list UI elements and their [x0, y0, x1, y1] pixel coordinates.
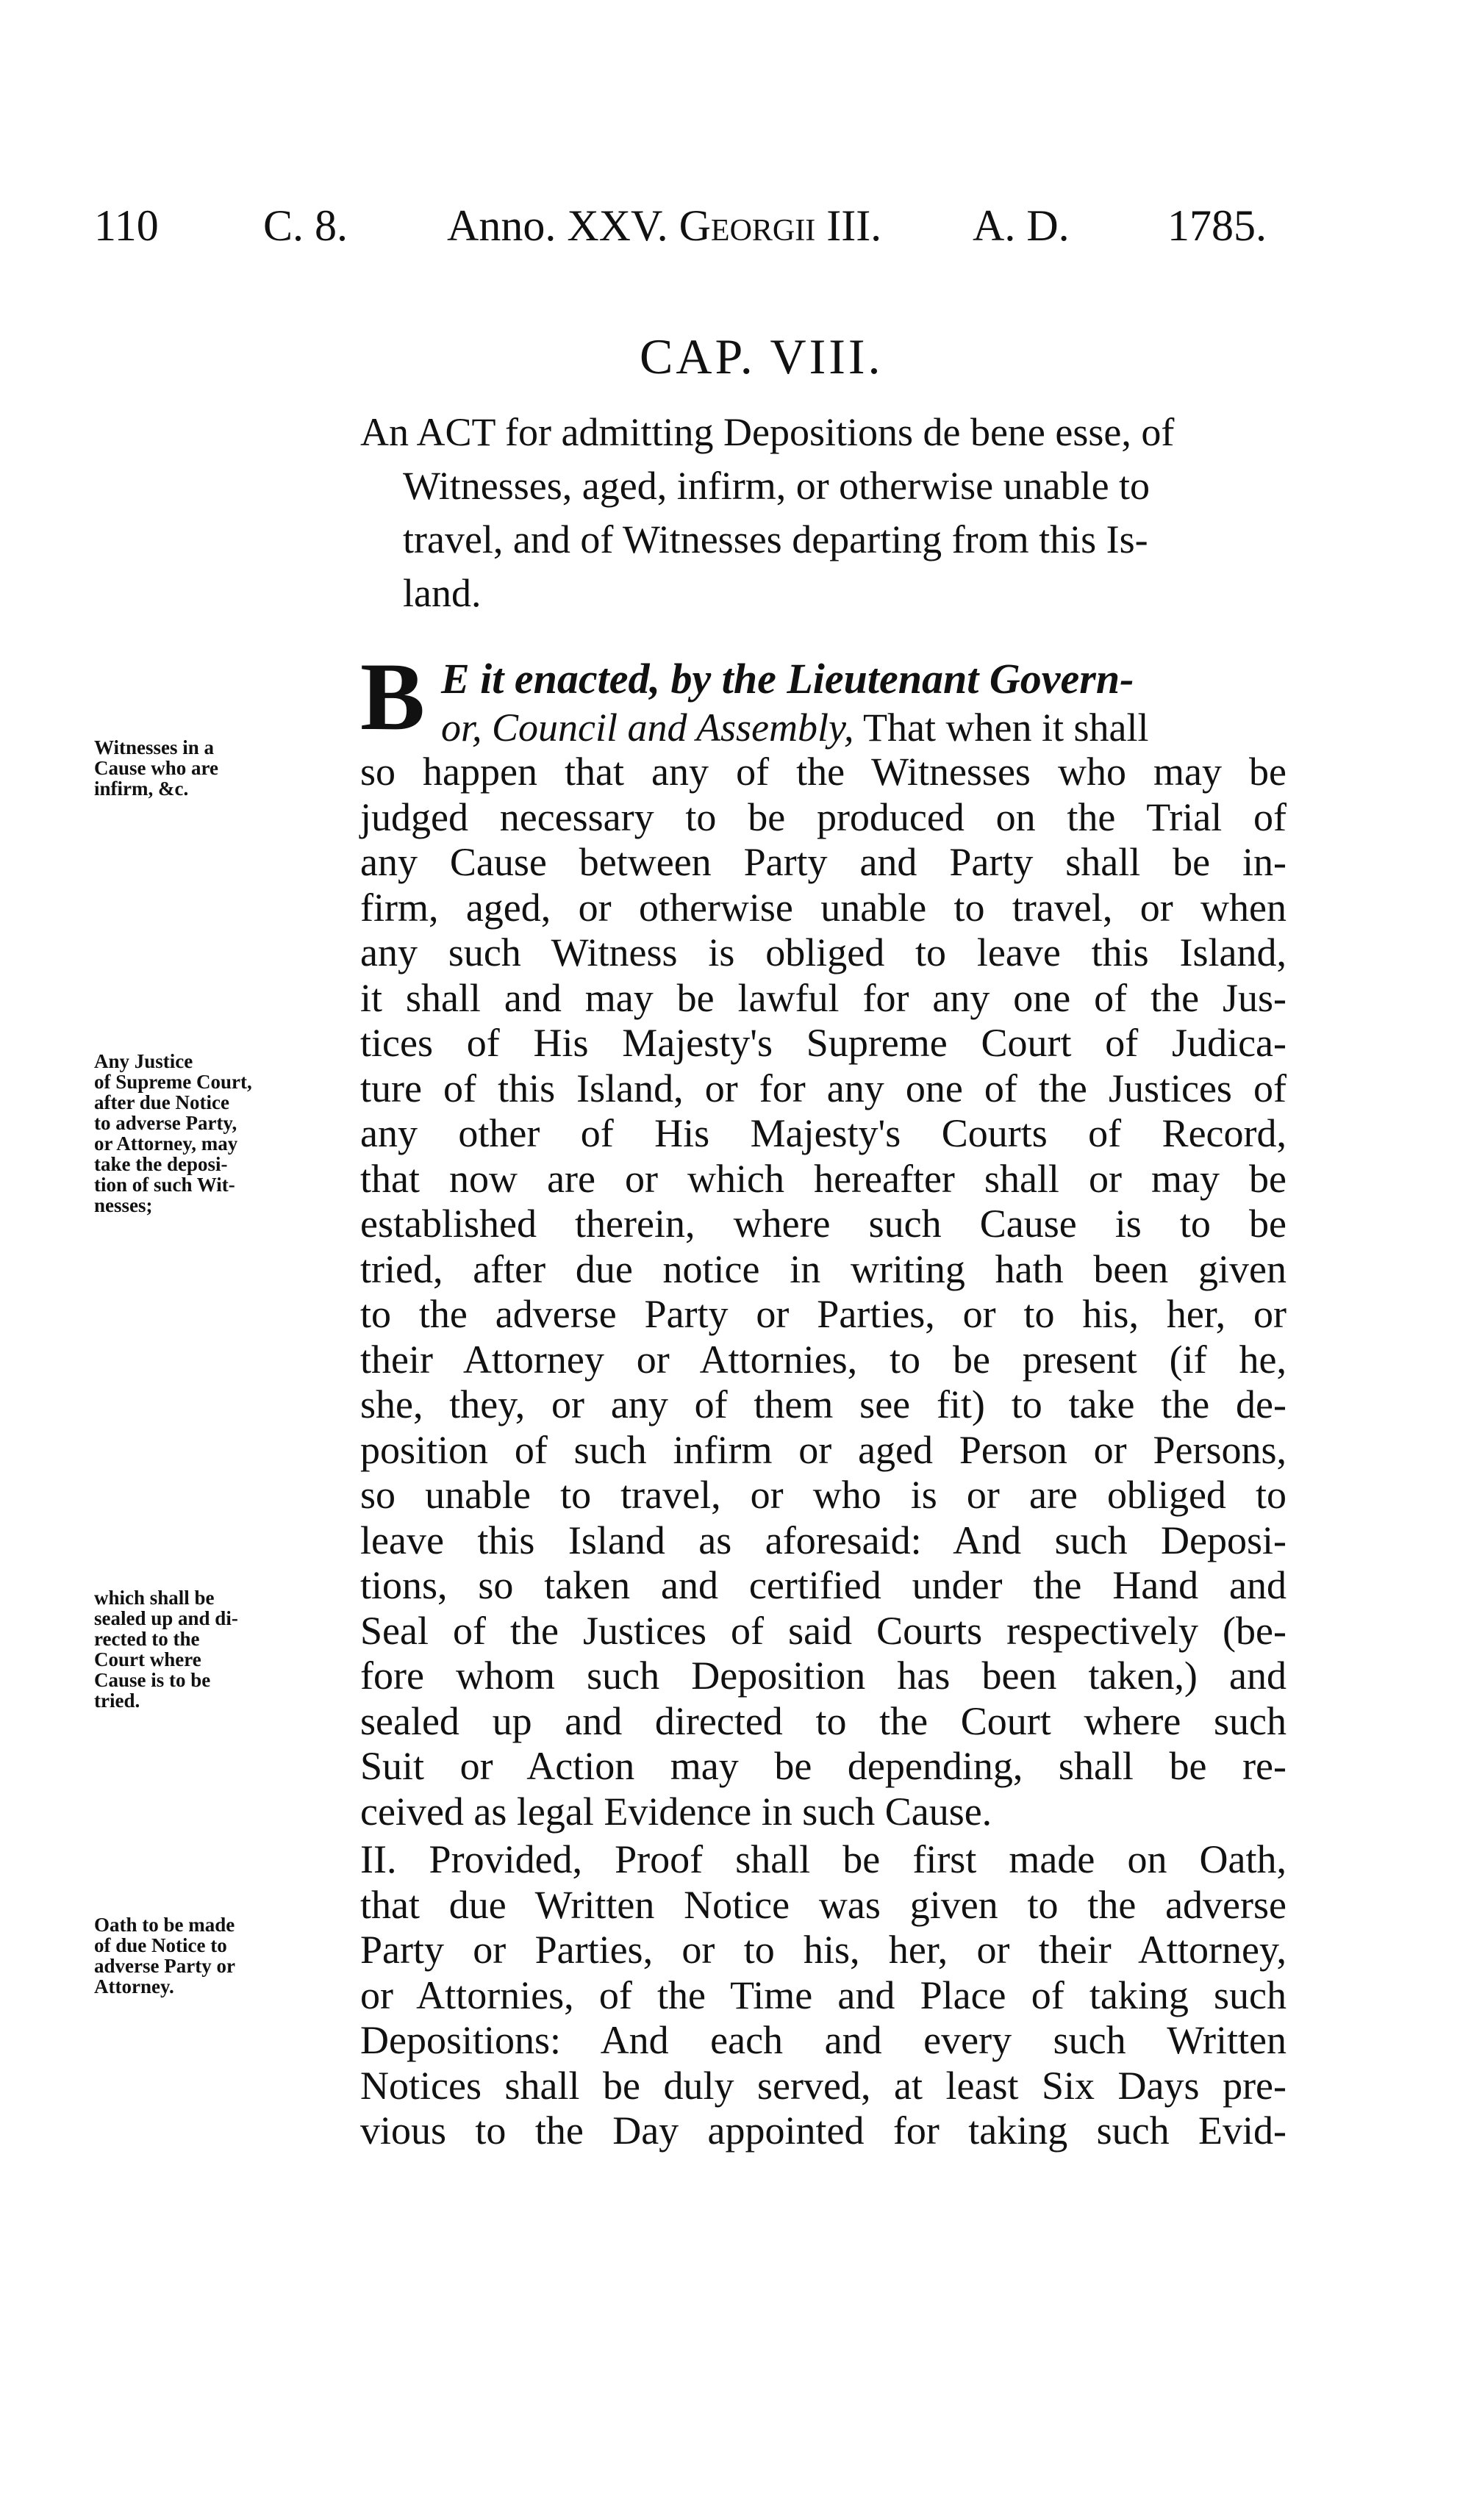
paragraph-2: [360, 1837, 1287, 2154]
margin-note-any-justice: [94, 1051, 359, 1216]
enacting-clause-line2: [441, 704, 1273, 751]
anno-suffix: III.: [826, 201, 882, 250]
paragraph-1-line: she, they, or any of them see fit) to take the de-: [360, 1382, 1287, 1426]
margin-note-line: Any Justice: [94, 1050, 193, 1072]
paragraph-1-line: that now are or which hereafter shall or may be: [360, 1156, 1287, 1201]
anno-domini: A. D.: [973, 201, 1070, 250]
paragraph-1-line: position of such infirm or aged Person or Persons,: [360, 1427, 1287, 1472]
paragraph-1-line: it shall and may be lawful for any one of the Jus-: [360, 975, 1287, 1020]
margin-note-sealed-up: [94, 1587, 359, 1711]
margin-note-line: tion of such Wit-: [94, 1174, 235, 1196]
year: 1785.: [1167, 201, 1267, 250]
paragraph-2-line: Party or Parties, or to his, her, or their Attorney,: [360, 1928, 1287, 1972]
running-head: [94, 200, 1278, 251]
paragraph-1-line: any Cause between Party and Party shall be in-: [360, 840, 1287, 884]
act-title-line: Witnesses, aged, infirm, or otherwise unable to: [403, 464, 1151, 508]
act-title: [360, 406, 1301, 620]
paragraph-1-line: Suit or Action may be depending, shall be re-: [360, 1744, 1287, 1788]
paragraph-1-line: so happen that any of the Witnesses who may be: [360, 750, 1287, 794]
anno-king: Georgii: [679, 201, 816, 250]
margin-note-line: sealed up and di-: [94, 1607, 238, 1629]
paragraph-2-line: Depositions: And each and every such Written: [360, 2018, 1287, 2062]
anno-prefix: Anno. XXV.: [447, 201, 668, 250]
margin-note-line: Attorney.: [94, 1975, 174, 1997]
paragraph-1-line: fore whom such Deposition has been taken,) and: [360, 1654, 1287, 1698]
drop-cap: B: [360, 642, 426, 750]
margin-note-line: of Supreme Court,: [94, 1071, 252, 1093]
margin-note-line: Oath to be made: [94, 1914, 235, 1936]
paragraph-1-line: Seal of the Justices of said Courts respectively (be-: [360, 1608, 1287, 1653]
margin-note-line: to adverse Party,: [94, 1112, 237, 1134]
margin-note-line: adverse Party or: [94, 1955, 235, 1977]
margin-note-line: after due Notice: [94, 1091, 229, 1113]
paragraph-2-line: Notices shall be duly served, at least Six Days pre-: [360, 2063, 1287, 2108]
paragraph-2-line: II. Provided, Proof shall be first made on Oath,: [360, 1837, 1287, 1881]
paragraph-2-line: that due Written Notice was given to the adverse: [360, 1882, 1287, 1927]
margin-note-line: tried.: [94, 1690, 140, 1712]
margin-note-line: Cause who are: [94, 757, 219, 779]
paragraph-1-line: sealed up and directed to the Court where such: [360, 1698, 1287, 1743]
paragraph-1-line: tried, after due notice in writing hath been given: [360, 1246, 1287, 1291]
margin-note-oath: [94, 1914, 359, 1997]
enacting-clause-rest: That when it shall: [863, 706, 1149, 750]
margin-note-line: Cause is to be: [94, 1669, 211, 1691]
paragraph-1-line: any such Witness is obliged to leave this Island,: [360, 930, 1287, 974]
margin-note-line: Witnesses in a: [94, 736, 215, 758]
margin-note-line: which shall be: [94, 1587, 215, 1609]
margin-note-line: take the deposi-: [94, 1153, 228, 1175]
paragraph-2-line: vious to the Day appointed for taking such Evid-: [360, 2108, 1287, 2153]
paragraph-1-line: their Attorney or Attornies, to be present (if he,: [360, 1337, 1287, 1382]
act-title-line: travel, and of Witnesses departing from this Is-: [403, 517, 1148, 561]
margin-note-line: Court where: [94, 1648, 201, 1670]
paragraph-1-line: to the adverse Party or Parties, or to his, her, or: [360, 1292, 1287, 1336]
margin-note-line: infirm, &c.: [94, 778, 189, 800]
act-title-line: An ACT for admitting Depositions de bene esse, of: [360, 410, 1175, 454]
paragraph-1-line: firm, aged, or otherwise unable to travel, or when: [360, 885, 1287, 930]
margin-note-line: nesses;: [94, 1194, 153, 1216]
paragraph-1-line: tions, so taken and certified under the Hand and: [360, 1563, 1287, 1607]
enacting-clause-italic: or, Council and Assembly,: [441, 706, 854, 750]
page-number: 110: [94, 201, 159, 250]
chapter-number: C. 8.: [263, 201, 348, 250]
regnal-year: [447, 200, 881, 251]
paragraph-2-line: or Attornies, of the Time and Place of taking such: [360, 1972, 1287, 2017]
enacting-clause-line1: E it enacted, by the Lieutenant Govern-: [441, 655, 1134, 703]
margin-note-infirm-witnesses: [94, 737, 359, 799]
paragraph-1-line: tices of His Majesty's Supreme Court of Judica-: [360, 1021, 1287, 1065]
paragraph-1-line: judged necessary to be produced on the Trial of: [360, 794, 1287, 839]
paragraph-1-line: ceived as legal Evidence in such Cause.: [360, 1789, 992, 1834]
margin-note-line: of due Notice to: [94, 1934, 227, 1956]
paragraph-1-line: established therein, where such Cause is to be: [360, 1202, 1287, 1246]
margin-note-line: rected to the: [94, 1628, 200, 1650]
act-title-line: land.: [403, 571, 482, 615]
paragraph-1-line: so unable to travel, or who is or are obliged to: [360, 1473, 1287, 1517]
margin-note-line: or Attorney, may: [94, 1132, 238, 1155]
paragraph-1-line: any other of His Majesty's Courts of Record,: [360, 1111, 1287, 1155]
paragraph-1: [360, 750, 1287, 1834]
paragraph-1-line: leave this Island as aforesaid: And such Deposi-: [360, 1518, 1287, 1562]
chapter-title: CAP. VIII.: [640, 329, 884, 384]
paragraph-1-line: ture of this Island, or for any one of the Justices of: [360, 1066, 1287, 1110]
